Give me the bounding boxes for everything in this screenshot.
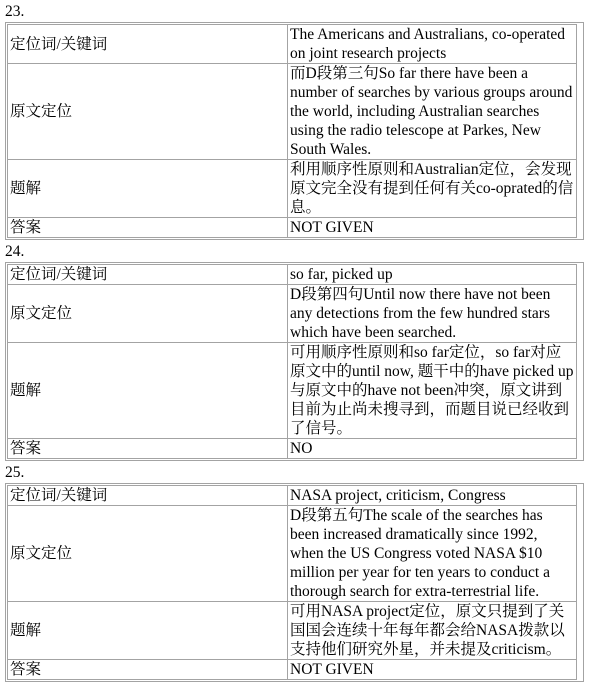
question-section-24 [5,243,603,461]
answer-explanation-table [5,483,584,682]
row-value: The Americans and Australians, co-operated on joint research projects [288,25,577,64]
row-value: 而D段第三句So far there have been a number of searches by various groups around the world, including Australian searches using the radio telescope at Parkes, New South Wales. [288,64,577,160]
row-label: 定位词/关键词 [8,486,288,506]
table-row-keywords [8,25,577,64]
table [7,485,577,680]
row-value: 利用顺序性原则和Australian定位，会发现原文完全没有提到任何有关co-oprated的信息。 [288,160,577,218]
row-label: 原文定位 [8,285,288,343]
row-value: NASA project, criticism, Congress [288,486,577,506]
row-value: NO [288,439,577,459]
question-section-23 [5,3,603,240]
table-row-answer [8,660,577,680]
row-value: 可用NASA project定位，原文只提到了关国国会连续十年每年都会给NASA拨款以支持他们研究外星，并未提及criticism。 [288,602,577,660]
row-label: 答案 [8,218,288,238]
question-number: 23. [5,3,25,20]
row-value: NOT GIVEN [288,218,577,238]
row-label: 答案 [8,439,288,459]
table-row-explanation [8,602,577,660]
row-label: 定位词/关键词 [8,25,288,64]
row-value: D段第四句Until now there have not been any detections from the few hundred stars which have been searched. [288,285,577,343]
row-label: 答案 [8,660,288,680]
table [7,24,577,238]
table [7,264,577,459]
table-row-explanation [8,343,577,439]
row-value: 可用顺序性原则和so far定位，so far对应原文中的until now, 题干中的have picked up与原文中的have not been冲突，原文讲到目前为止尚未搜寻到，而题目说已经收到了信号。 [288,343,577,439]
table-row-source-location [8,64,577,160]
row-value: NOT GIVEN [288,660,577,680]
row-label: 题解 [8,343,288,439]
table-row-keywords [8,265,577,285]
table-row-keywords [8,486,577,506]
answer-explanation-table [5,262,584,461]
row-value: so far, picked up [288,265,577,285]
answer-explanation-table [5,22,584,240]
table-row-explanation [8,160,577,218]
row-value: D段第五句The scale of the searches has been increased dramatically since 1992, when the US Congress voted NASA $10 million per year for ten years to conduct a thorough search for extra-terrestrial life. [288,506,577,602]
row-label: 题解 [8,602,288,660]
row-label: 定位词/关键词 [8,265,288,285]
question-number: 25. [5,464,25,481]
table-row-source-location [8,285,577,343]
row-label: 题解 [8,160,288,218]
question-section-25 [5,464,603,682]
question-number: 24. [5,243,25,260]
row-label: 原文定位 [8,506,288,602]
row-label: 原文定位 [8,64,288,160]
table-row-answer [8,439,577,459]
table-row-source-location [8,506,577,602]
table-row-answer [8,218,577,238]
